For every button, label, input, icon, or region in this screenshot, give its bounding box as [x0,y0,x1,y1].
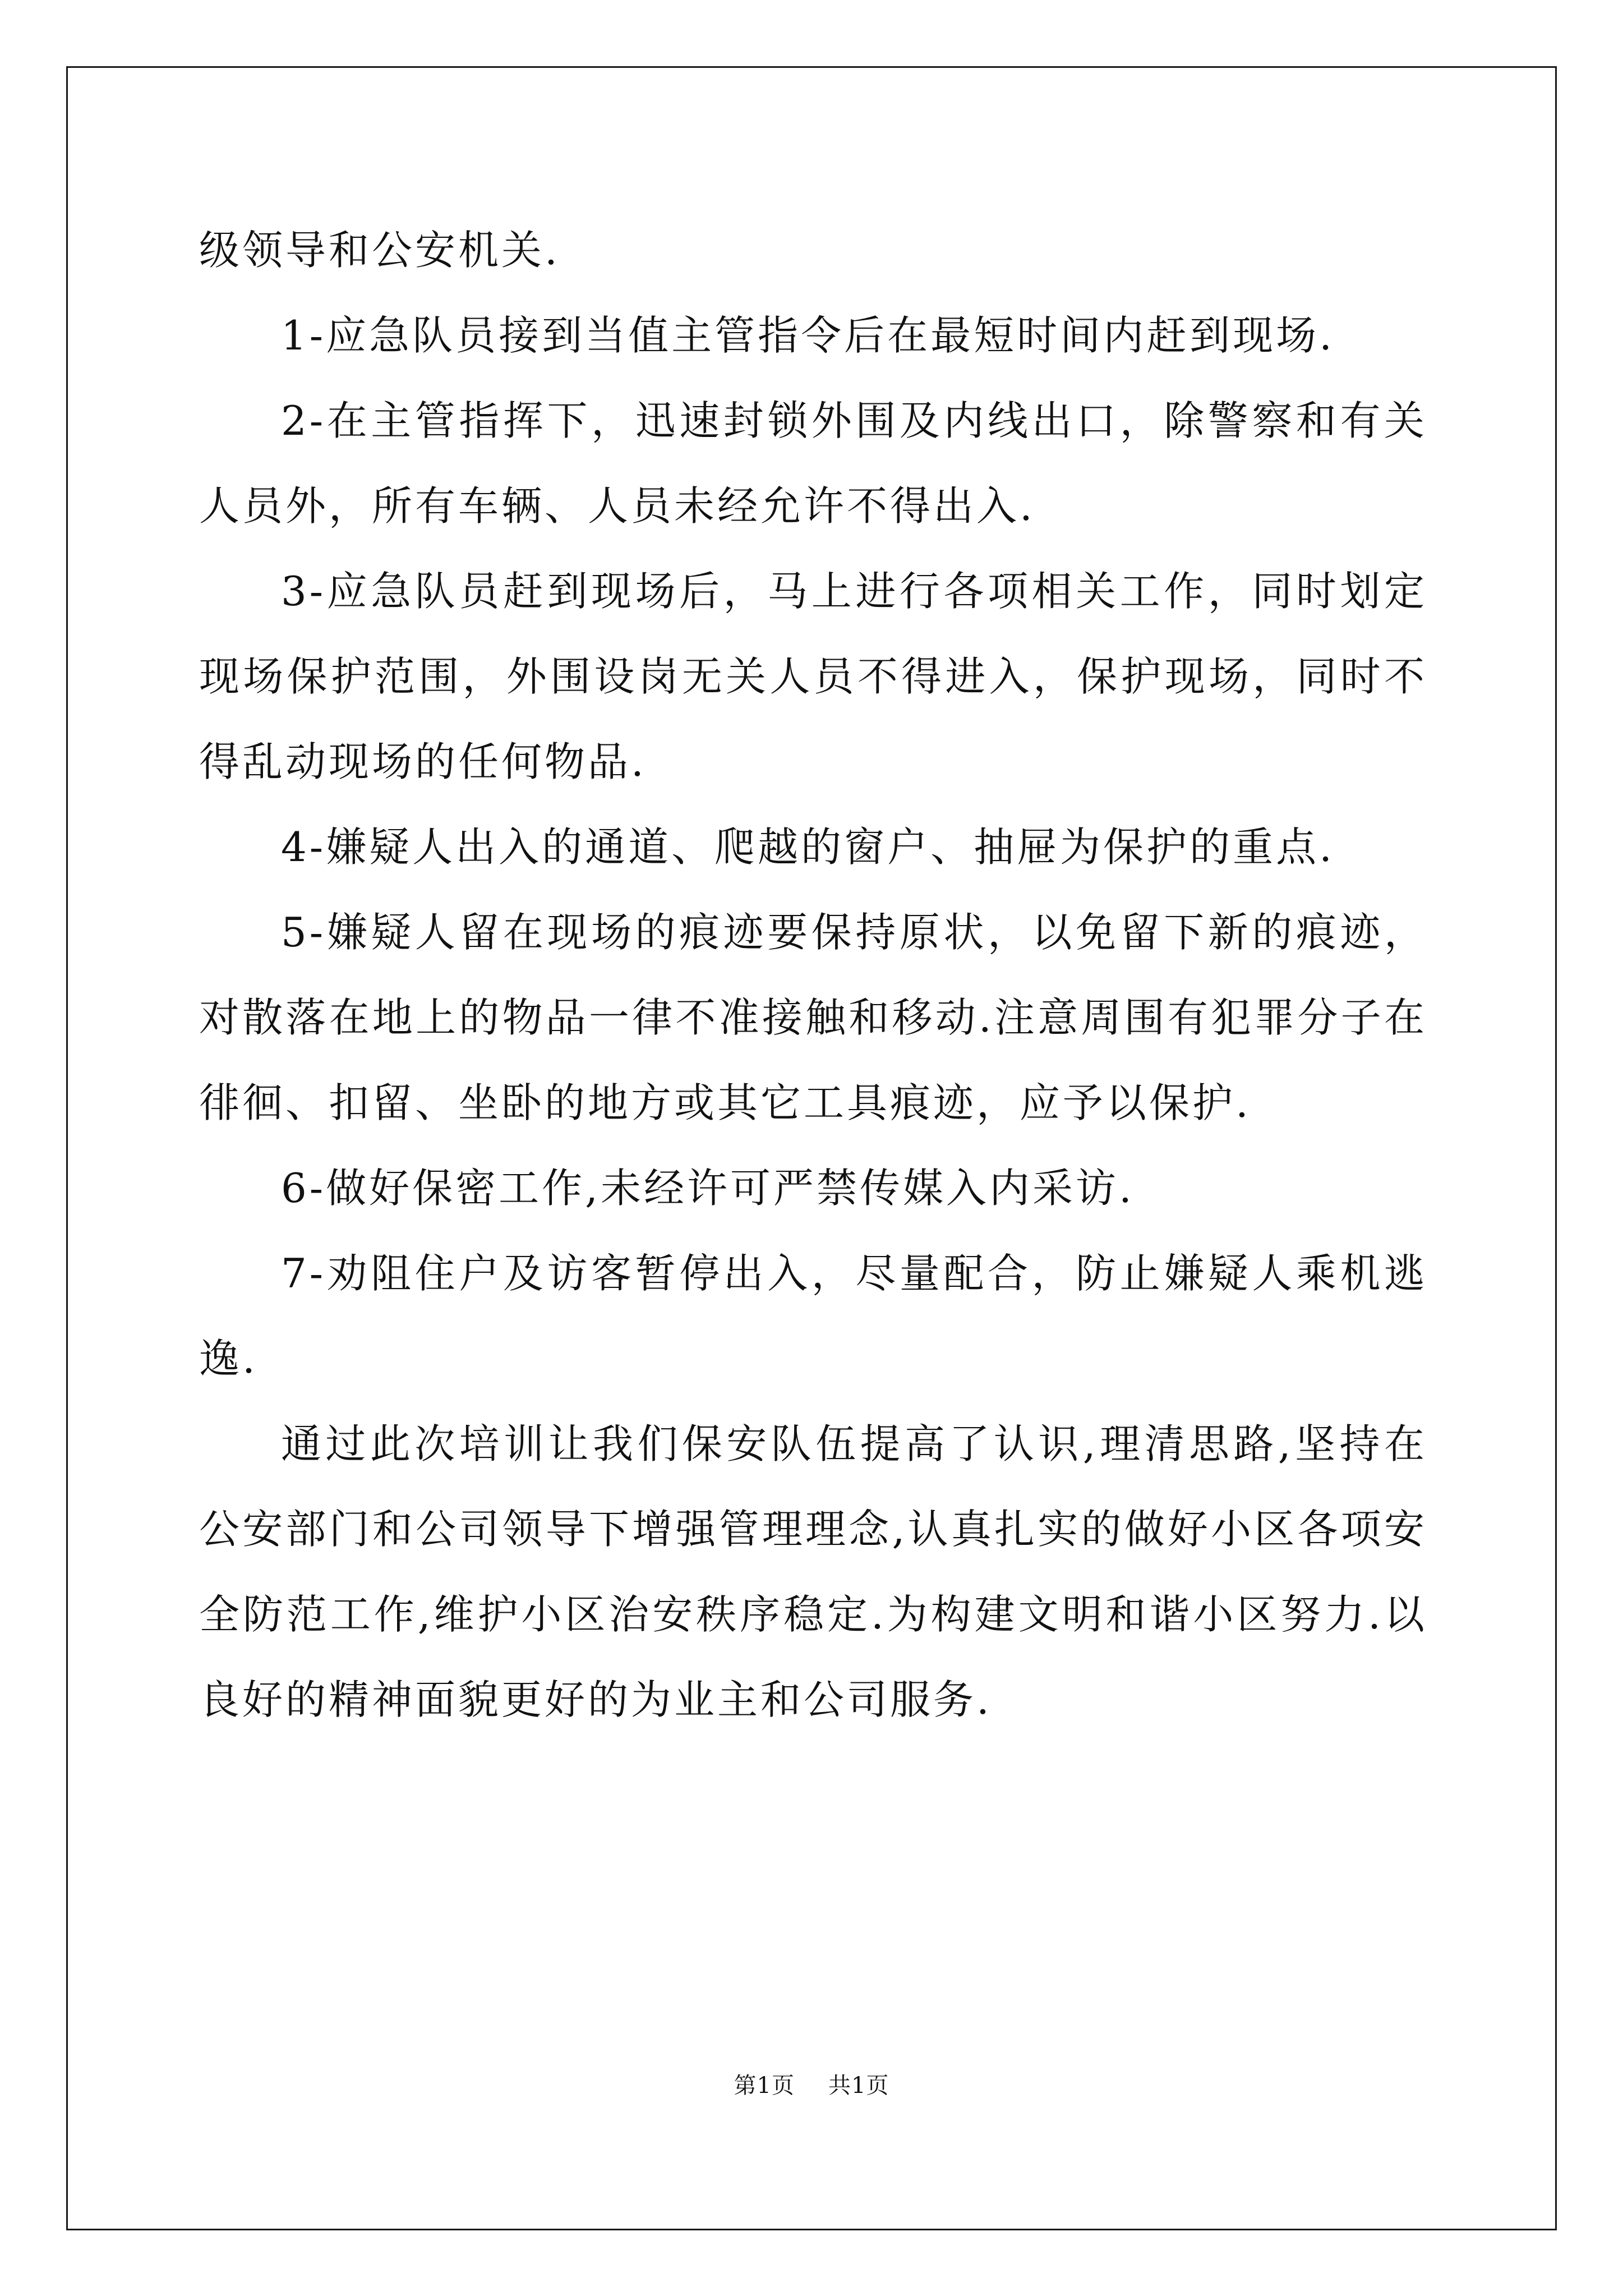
page-total: 共1页 [828,2073,889,2099]
paragraph-2: 1-应急队员接到当值主管指令后在最短时间内赶到现场. [281,312,1335,359]
paragraph-3: 2-在主管指挥下，迅速封锁外围及内线出口，除警察和有关人员外，所有车辆、人员未经允许不得出入. [199,397,1427,530]
paragraph-4: 3-应急队员赶到现场后，马上进行各项相关工作，同时划定现场保护范围，外围设岗无关人员不得进入，保护现场，同时不得乱动现场的任何物品. [199,568,1427,785]
paragraph-5: 4-嫌疑人出入的通道、爬越的窗户、抽屉为保护的重点. [281,823,1335,871]
paragraph-9: 通过此次培训让我们保安队伍提高了认识,理清思路,坚持在公安部门和公司领导下增强管理理念,认真扎实的做好小区各项安全防范工作,维护小区治安秩序稳定.为构建文明和谐小区努力.以良好的精神面貌更好的为业主和公司服务. [199,1420,1427,1723]
page-number: 第1页 [734,2073,795,2099]
page-footer [0,2068,1623,2100]
paragraph-8: 7-劝阻住户及访客暂停出入，尽量配合，防止嫌疑人乘机逃逸. [199,1250,1427,1382]
paragraph-1: 级领导和公安机关. [199,227,560,274]
paragraph-6: 5-嫌疑人留在现场的痕迹要保持原状，以免留下新的痕迹，对散落在地上的物品一律不准接触和移动.注意周围有犯罪分子在徘徊、扣留、坐卧的地方或其它工具痕迹，应予以保护. [199,909,1427,1126]
document-body [199,208,1427,1742]
paragraph-7: 6-做好保密工作,未经许可严禁传媒入内采访. [281,1165,1135,1212]
